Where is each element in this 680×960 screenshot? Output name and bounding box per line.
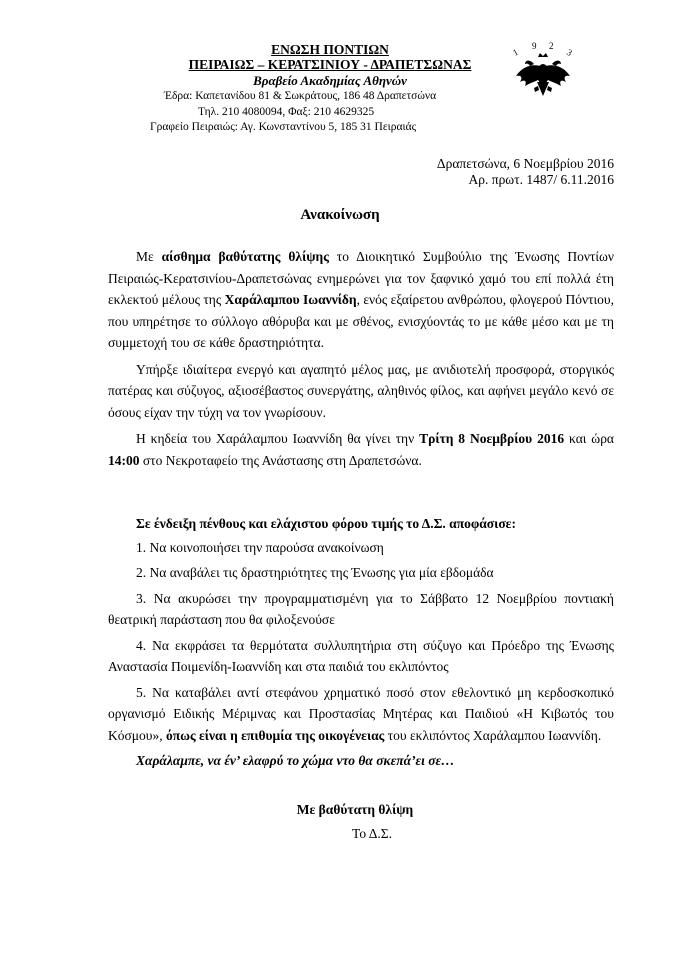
double-headed-eagle-icon: [510, 42, 576, 102]
decision-item-5: [108, 682, 614, 747]
text-run: το Διοικητικό Συμβούλιο της Ένωσης Ποντίων Πειραιώς-Κερατσινίου-Δραπετσώνας ενημερώνει για τον ξαφνικό χαμό του επί πολλά έτη εκλεκτού μέλους της: [108, 249, 614, 307]
document-title: Ανακοίνωση: [300, 207, 380, 223]
emblem-year-digit: 2: [549, 42, 554, 51]
address-line-1: Έδρα: Καπετανίδου 81 & Σωκράτους, 186 48 Δραπετσώνα: [164, 90, 437, 102]
emphasis-text: όπως είναι η επιθυμία της οικογένειας: [165, 727, 385, 743]
text-run: Με: [136, 249, 162, 264]
org-name-line2: ΠΕΙΡΑΙΩΣ – ΚΕΡΑΤΣΙΝΙΟΥ - ΔΡΑΠΕΤΣΩΝΑΣ: [188, 57, 472, 72]
decision-item-4: 4. Να εκφράσει τα θερμότατα συλλυπητήρια στη σύζυγο και Πρόεδρο της Ένωσης Αναστασία Ποιμενίδη-Ιωαννίδη και στα παιδιά του εκλιπόντος: [108, 637, 614, 674]
text-run: του εκλιπόντος Χαράλαμπου Ιωαννίδη.: [384, 727, 602, 743]
text-run: , ενός εξαίρετου ανθρώπου, φλογερού Πόντιου, που υπηρέτησε το σύλλογο αθόρυβα και με σθένος, ενισχύοντάς το με κάθε μέσο και με τη συμμετοχή του σε κάθε δραστηριότητα.: [108, 292, 614, 350]
text-run: και ώρα: [564, 431, 615, 446]
decision-heading: Σε ένδειξη πένθους και ελάχιστου φόρου τιμής το Δ.Σ. αποφάσισε:: [136, 516, 516, 531]
emblem-year-digit: 3: [565, 47, 574, 58]
place-date: Δραπετσώνα, 6 Νοεμβρίου 2016: [436, 156, 614, 171]
signature-line-2: Το Δ.Σ.: [352, 826, 392, 841]
farewell-line: Χαράλαμπε, να έν’ ελαφρύ το χώμα ντο θα σκεπά’ει σε…: [136, 753, 455, 768]
text-run: 5. Να καταβάλει αντί στεφάνου χρηματικό ποσό στον εθελοντικό μη κερδοσκοπικό οργανισμό Ειδικής Μέριμνας και Προστασίας Μητέρας και Παιδιού «Η Κιβωτός του Κόσμου»,: [108, 684, 614, 743]
emblem-year-digit: 9: [532, 42, 537, 51]
award-line: Βραβείο Ακαδημίας Αθηνών: [253, 73, 407, 88]
address-line-2: Τηλ. 210 4080094, Φαξ: 210 4629325: [198, 105, 375, 118]
deceased-name: Χαράλαμπου Ιωαννίδη: [224, 292, 357, 307]
letterhead: [150, 42, 510, 136]
decision-item-3: 3. Να ακυρώσει την προγραμματισμένη για το Σάββατο 12 Νοεμβρίου ποντιακή θεατρική παράσταση που θα φιλοξενούσε: [108, 590, 614, 627]
paragraph-2: Υπήρξε ιδιαίτερα ενεργό και αγαπητό μέλος μας, με ανιδιοτελή προσφορά, στοργικός πατέρας και σύζυγος, αξιοσέβαστος συνεργάτης, αληθινός φίλος, και αφήνει μεγάλο κενό σε όσους είχαν την τύχη να τον γνωρίσουν.: [108, 361, 614, 420]
org-name-line1: ΕΝΩΣΗ ΠΟΝΤΙΩΝ: [271, 42, 389, 57]
paragraph-1: [108, 246, 614, 354]
emphasis-text: αίσθημα βαθύτατης θλίψης: [161, 249, 329, 264]
protocol-number: Αρ. πρωτ. 1487/ 6.11.2016: [468, 172, 614, 187]
decision-item-2: 2. Να αναβάλει τις δραστηριότητες της Ένωσης για μία εβδομάδα: [136, 565, 494, 580]
funeral-date: Τρίτη 8 Νοεμβρίου 2016: [419, 431, 565, 446]
signature-block: [0, 798, 680, 846]
funeral-time: 14:00: [108, 452, 140, 468]
date-block: [437, 156, 614, 188]
signature-line-1: Με βαθύτατη θλίψη: [296, 802, 414, 817]
text-run: Η κηδεία του Χαράλαμπου Ιωαννίδη θα γίνει την: [136, 431, 420, 446]
text-run: στο Νεκροταφείο της Ανάστασης στη Δραπετσώνα.: [139, 452, 422, 468]
paragraph-3: [108, 428, 614, 471]
announcement-body: [108, 246, 614, 471]
decision-item-1: 1. Να κοινοποιήσει την παρούσα ανακοίνωση: [136, 539, 384, 555]
address-line-3: Γραφείο Πειραιώς: Αγ. Κωνσταντίνου 5, 185 31 Πειραιάς: [150, 121, 417, 133]
emblem-year-digit: 1: [511, 46, 520, 58]
decision-section: [108, 513, 614, 772]
